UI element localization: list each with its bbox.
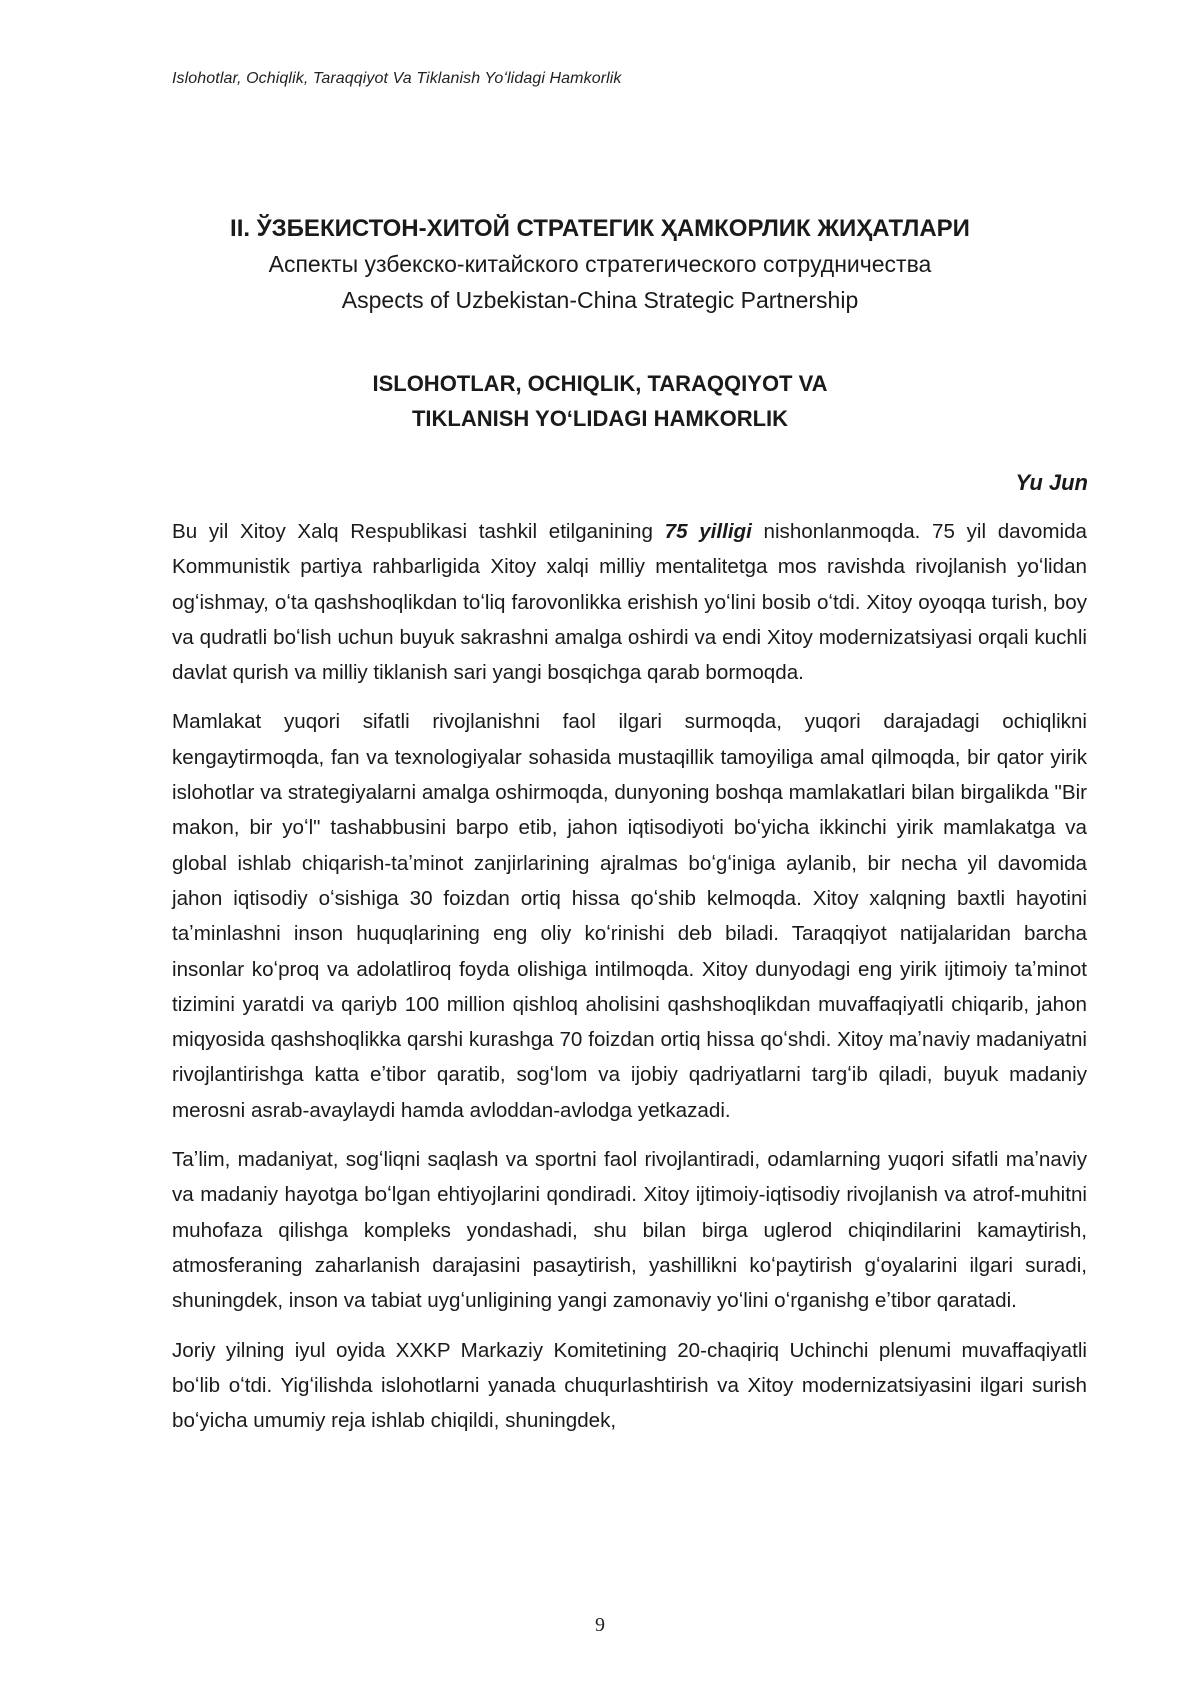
section-subtitle-en: Aspects of Uzbekistan-China Strategic Partnership [341, 287, 859, 313]
running-header: Islohotlar, Ochiqlik, Taraqqiyot Va Tiklanish Yoʻlidagi Hamkorlik [172, 70, 622, 87]
paragraph-1-start: Bu yil Xitoy Xalq Respublikasi tashkil etilganining [172, 520, 665, 543]
author-name: Yu Jun [1015, 470, 1088, 495]
section-heading [150, 212, 1050, 318]
section-subtitle-ru: Аспекты узбекско-китайского стратегического сотрудничества [268, 251, 932, 277]
anniversary-emphasis: 75 yilligi [664, 520, 752, 543]
paragraph-2: Mamlakat yuqori sifatli rivojlanishni faol ilgari surmoqda, yuqori darajadagi ochiqlikni kengaytirmoqda, fan va texnologiyalar sohasida mustaqillik tamoyiliga amal qilmoqda, bir qator yirik islohotlar va strategiyalarni amalga oshirmoqda, dunyoning boshqa mamlakatlari bilan birgalikda "Bir makon, bir yoʻl" tashabbusini barpo etib, jahon iqtisodiyoti boʻyicha ikkinchi yirik mamlakatga va global ishlab chiqarish-taʼminot zanjirlarining ajralmas boʻgʻiniga aylanib, bir necha yil davomida jahon iqtisodiy oʻsishiga 30 foizdan ortiq hissa qoʻshib kelmoqda. Xitoy xalqning baxtli hayotini taʼminlashni inson huquqlarining eng oliy koʻrinishi deb biladi. Taraqqiyot natijalaridan barcha insonlar koʻproq va adolatliroq foyda olishiga intilmoqda. Xitoy dunyodagi eng yirik ijtimoiy taʼminot tizimini yaratdi va qariyb 100 million qishloq aholisini qashshoqlikdan muvaffaqiyatli chiqarib, jahon miqyosida qashshoqlikka qarshi kurashga 70 foizdan ortiq hissa qoʻshdi. Xitoy maʼnaviy madaniyatni rivojlantirishga katta eʼtibor qaratib, sogʻlom va ijobiy qadriyatlarni targʻib qiladi, buyuk madaniy merosni asrab-avaylaydi hamda avloddan-avlodga yetkazadi. [172, 710, 1087, 1122]
paragraph-4: Joriy yilning iyul oyida XXKP Markaziy Komitetining 20-chaqiriq Uchinchi plenumi muvaffaqiyatli boʻlib oʻtdi. Yigʻilishda islohotlarni yanada chuqurlashtirish va Xitoy modernizatsiyasini ilgari surish boʻyicha umumiy reja ishlab chiqildi, shuningdek, [172, 1338, 1087, 1433]
article-title-line-2: TIKLANISH YOʻLIDAGI HAMKORLIK [411, 406, 789, 431]
paragraph-1-rest: nishonlanmoqda. 75 yil davomida Kommunistik partiya rahbarligida Xitoy xalqi milliy mentalitetga mos ravishda rivojlanish yoʻlidan ogʻishmay, oʻta qashshoqlikdan toʻliq farovonlikka erishish yoʻlini bosib oʻtdi. Xitoy oyoqqa turish, boy va qudratli boʻlish uchun buyuk sakrashni amalga oshirdi va endi Xitoy modernizatsiyasi orqali kuchli davlat qurish va milliy tiklanish sari yangi bosqichga qarab bormoqda. [172, 520, 1088, 685]
article-body [172, 514, 1087, 1452]
paragraph-3: Taʼlim, madaniyat, sogʻliqni saqlash va sportni faol rivojlantiradi, odamlarning yuqori sifatli maʼnaviy va madaniy hayotga boʻlgan ehtiyojlarini qondiradi. Xitoy ijtimoiy-iqtisodiy rivojlanish va atrof-muhitni muhofaza qilishga kompleks yondashadi, shu bilan birga uglerod chiqindilarini kamaytirish, atmosferaning zaharlanish darajasini pasaytirish, yashillikni koʻpaytirish gʻoyalarini ilgari suradi, shuningdek, inson va tabiat uygʻunligining yangi zamonaviy yoʻlini oʻrganishg eʼtibor qaratadi. [172, 1148, 1087, 1313]
page-number: 9 [595, 1614, 605, 1636]
paragraph-1 [172, 514, 1087, 690]
section-title: II. ЎЗБЕКИСТОН-ХИТОЙ СТРАТЕГИК ҲАМКОРЛИК ЖИҲАТЛАРИ [230, 215, 970, 242]
article-title [150, 366, 1050, 436]
article-title-line-1: ISLOHOTLAR, OCHIQLIK, TARAQQIYOT VA [372, 371, 828, 396]
